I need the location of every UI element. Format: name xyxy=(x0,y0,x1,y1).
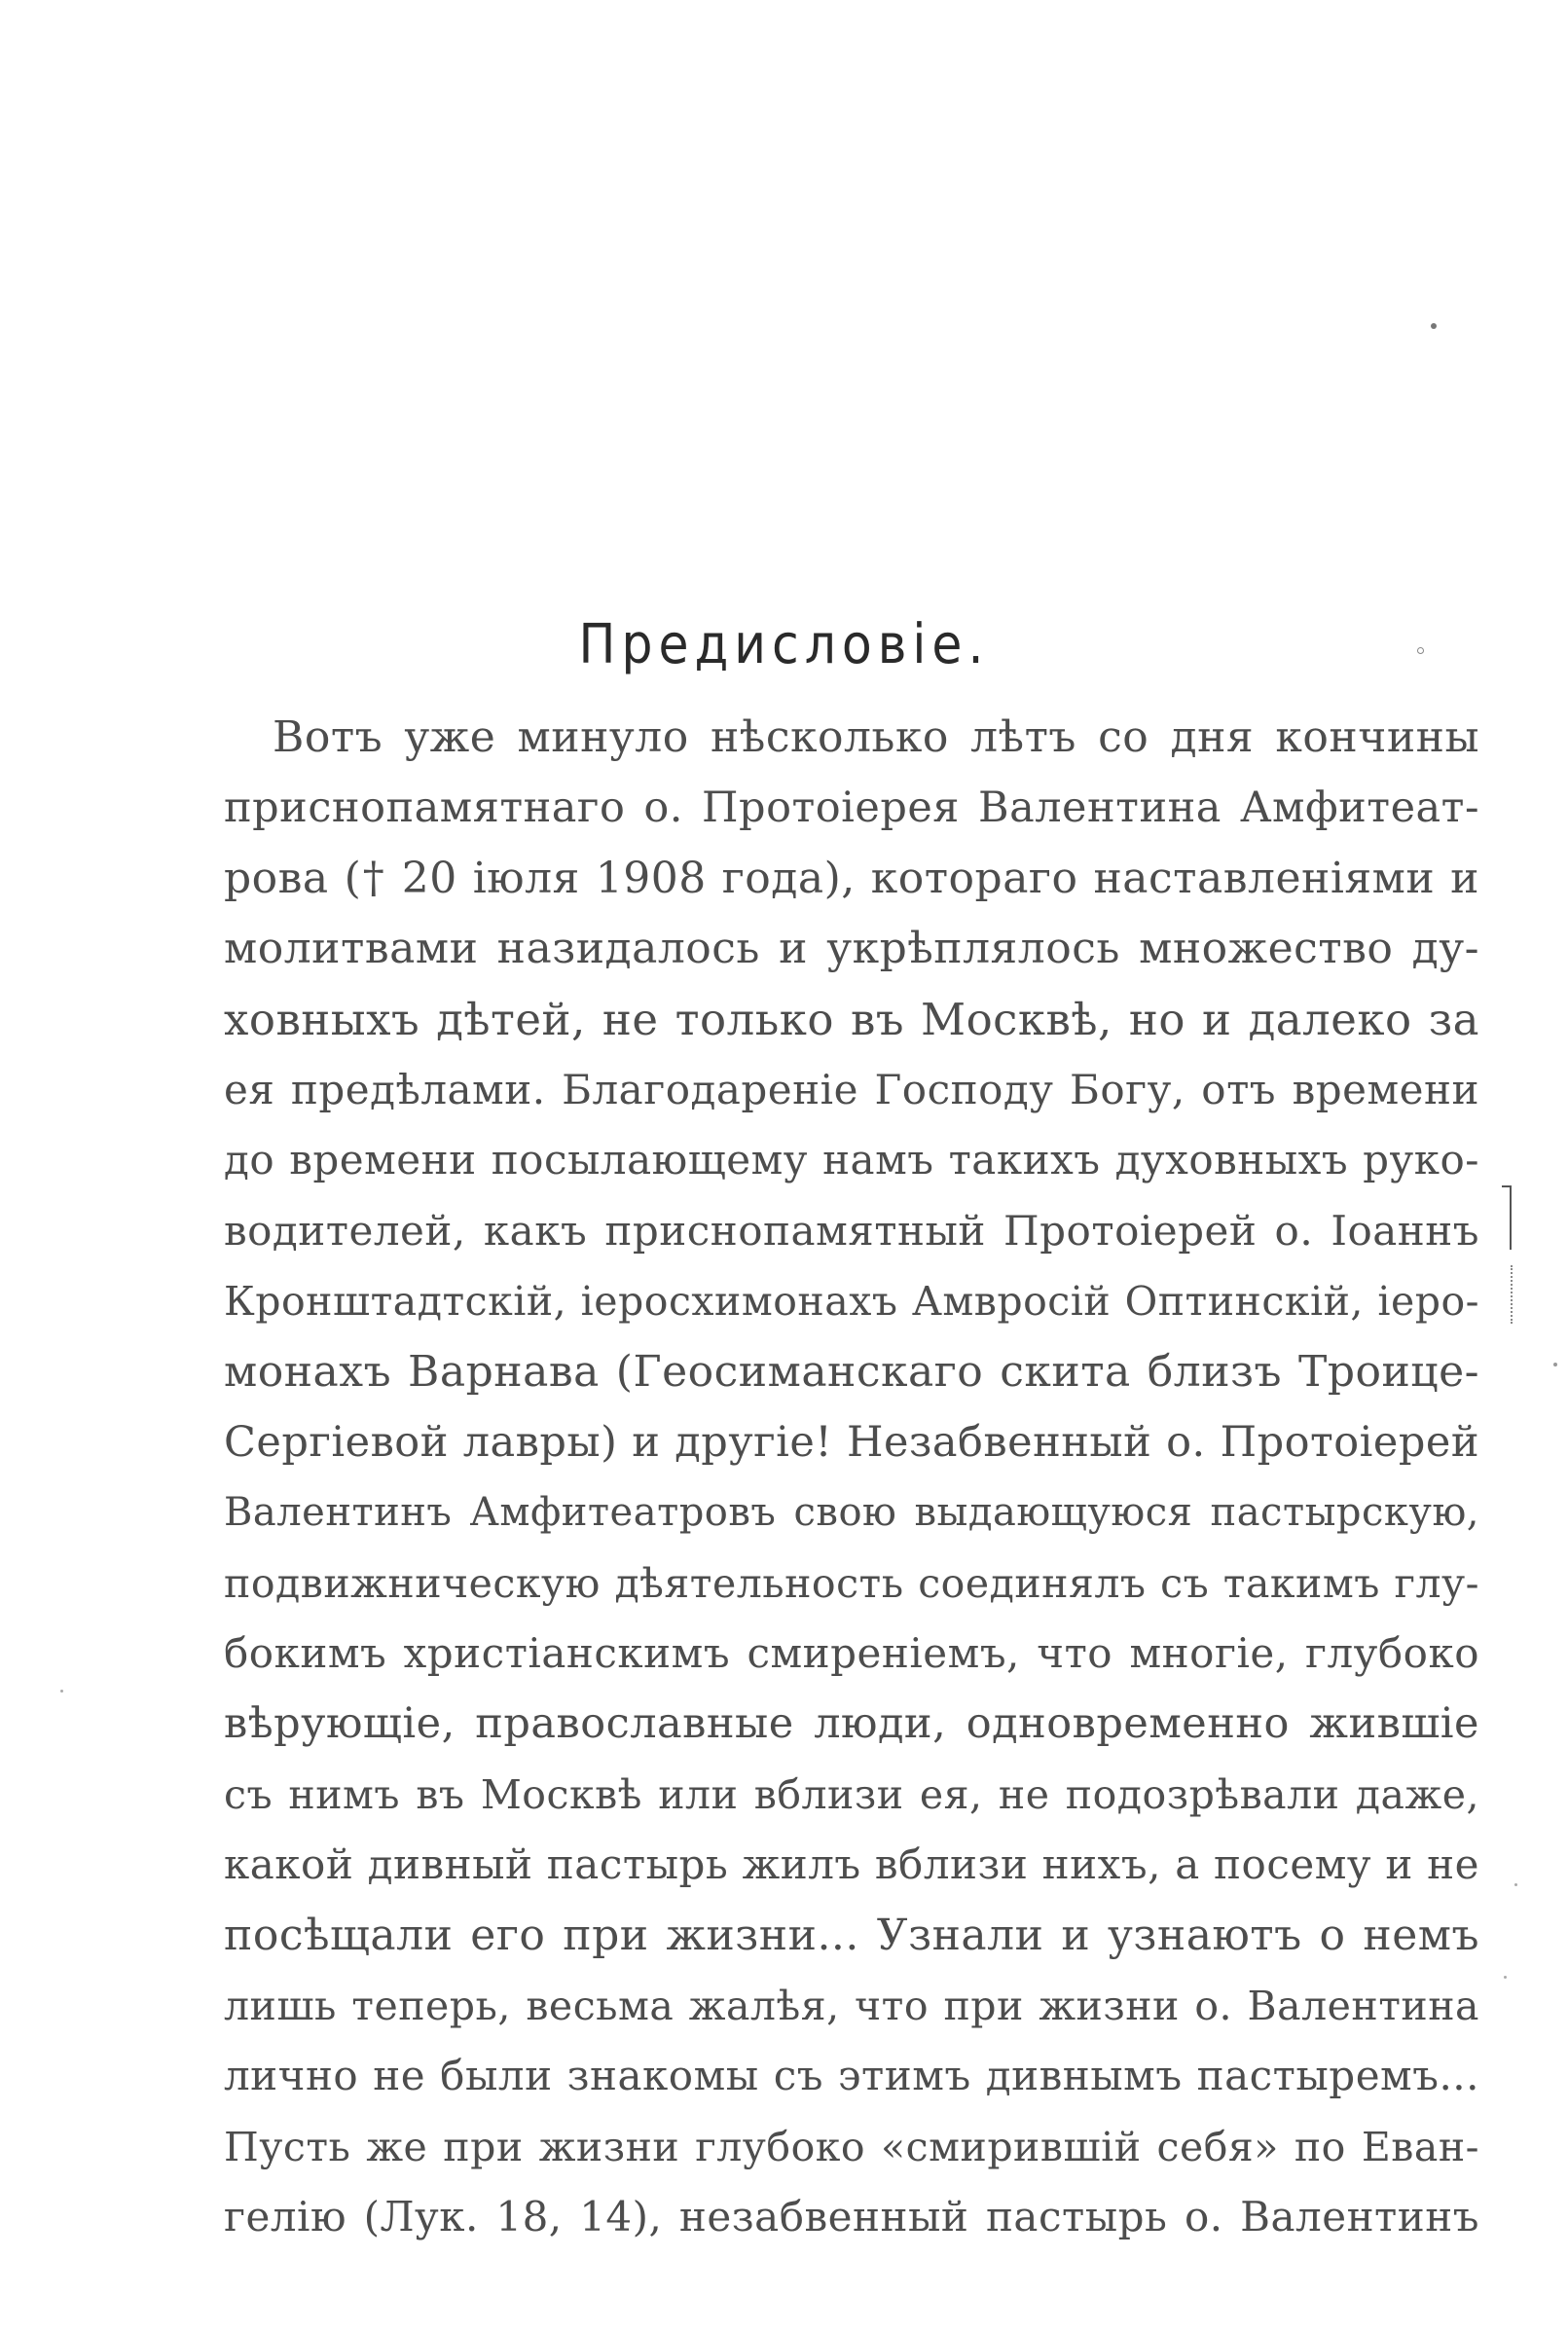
text-line: лично не были знакомы съ этимъ дивнымъ пастыремъ... xyxy=(224,2052,1479,2100)
scan-speck xyxy=(1417,647,1424,654)
text-line: лишь теперь, весьма жалѣя, что при жизни о. Валентина xyxy=(224,1983,1479,2030)
text-line: Вотъ уже минуло нѣсколько лѣтъ со дня кончины xyxy=(273,712,1479,762)
text-line: ховныхъ дѣтей, не только въ Москвѣ, но и далеко за xyxy=(224,993,1479,1045)
text-line: бокимъ христіанскимъ смиреніемъ, что многіе, глубоко xyxy=(224,1629,1479,1678)
text-line: до времени посылающему намъ такихъ духовныхъ руко- xyxy=(224,1136,1479,1184)
text-line: съ нимъ въ Москвѣ или вблизи ея, не подозрѣвали даже, xyxy=(224,1770,1479,1818)
page-heading: Предисловіе. xyxy=(578,612,990,676)
text-line: ея предѣлами. Благодареніе Господу Богу, отъ времени xyxy=(224,1065,1479,1113)
scan-speck xyxy=(1514,1883,1517,1886)
margin-mark xyxy=(1502,1185,1512,1250)
margin-mark xyxy=(1509,1265,1513,1324)
text-line: рова († 20 іюля 1908 года), котораго наставленіями и xyxy=(224,853,1479,903)
text-line: молитвами назидалось и укрѣплялось множество ду- xyxy=(224,924,1479,974)
text-line: монахъ Варнава (Геосиманскаго скита близъ Троице- xyxy=(224,1346,1479,1397)
text-line: приснопамятнаго о. Протоіерея Валентина Амфитеат- xyxy=(224,783,1479,833)
scan-speck xyxy=(1431,323,1437,329)
text-line: подвижническую дѣятельность соединялъ съ такимъ глу- xyxy=(224,1559,1479,1607)
text-line: какой дивный пастырь жилъ вблизи нихъ, а посему и не xyxy=(224,1840,1479,1889)
text-line: Кронштадтскій, іеросхимонахъ Амвросій Оптинскій, іеро- xyxy=(224,1278,1479,1326)
text-line: водителей, какъ приснопамятный Протоіерей о. Іоаннъ xyxy=(224,1206,1479,1255)
scan-speck xyxy=(1504,1976,1507,1979)
text-line: Сергіевой лавры) и другіе! Незабвенный о. Протоіерей xyxy=(224,1417,1479,1467)
text-line: гелію (Лук. 18, 14), незабвенный пастырь о. Валентинъ xyxy=(224,2193,1479,2241)
scan-speck xyxy=(60,1690,63,1693)
text-line: Пусть же при жизни глубоко «смирившій себя» по Еван- xyxy=(224,2123,1479,2170)
text-line: вѣрующіе, православные люди, одновременно жившіе xyxy=(224,1699,1479,1749)
body-text xyxy=(224,703,1479,2253)
text-line: посѣщали его при жизни... Узнали и узнаютъ о немъ xyxy=(224,1910,1479,1960)
text-line: Валентинъ Амфитеатровъ свою выдающуюся пастырскую, xyxy=(224,1490,1479,1536)
scan-speck xyxy=(1553,1363,1557,1366)
